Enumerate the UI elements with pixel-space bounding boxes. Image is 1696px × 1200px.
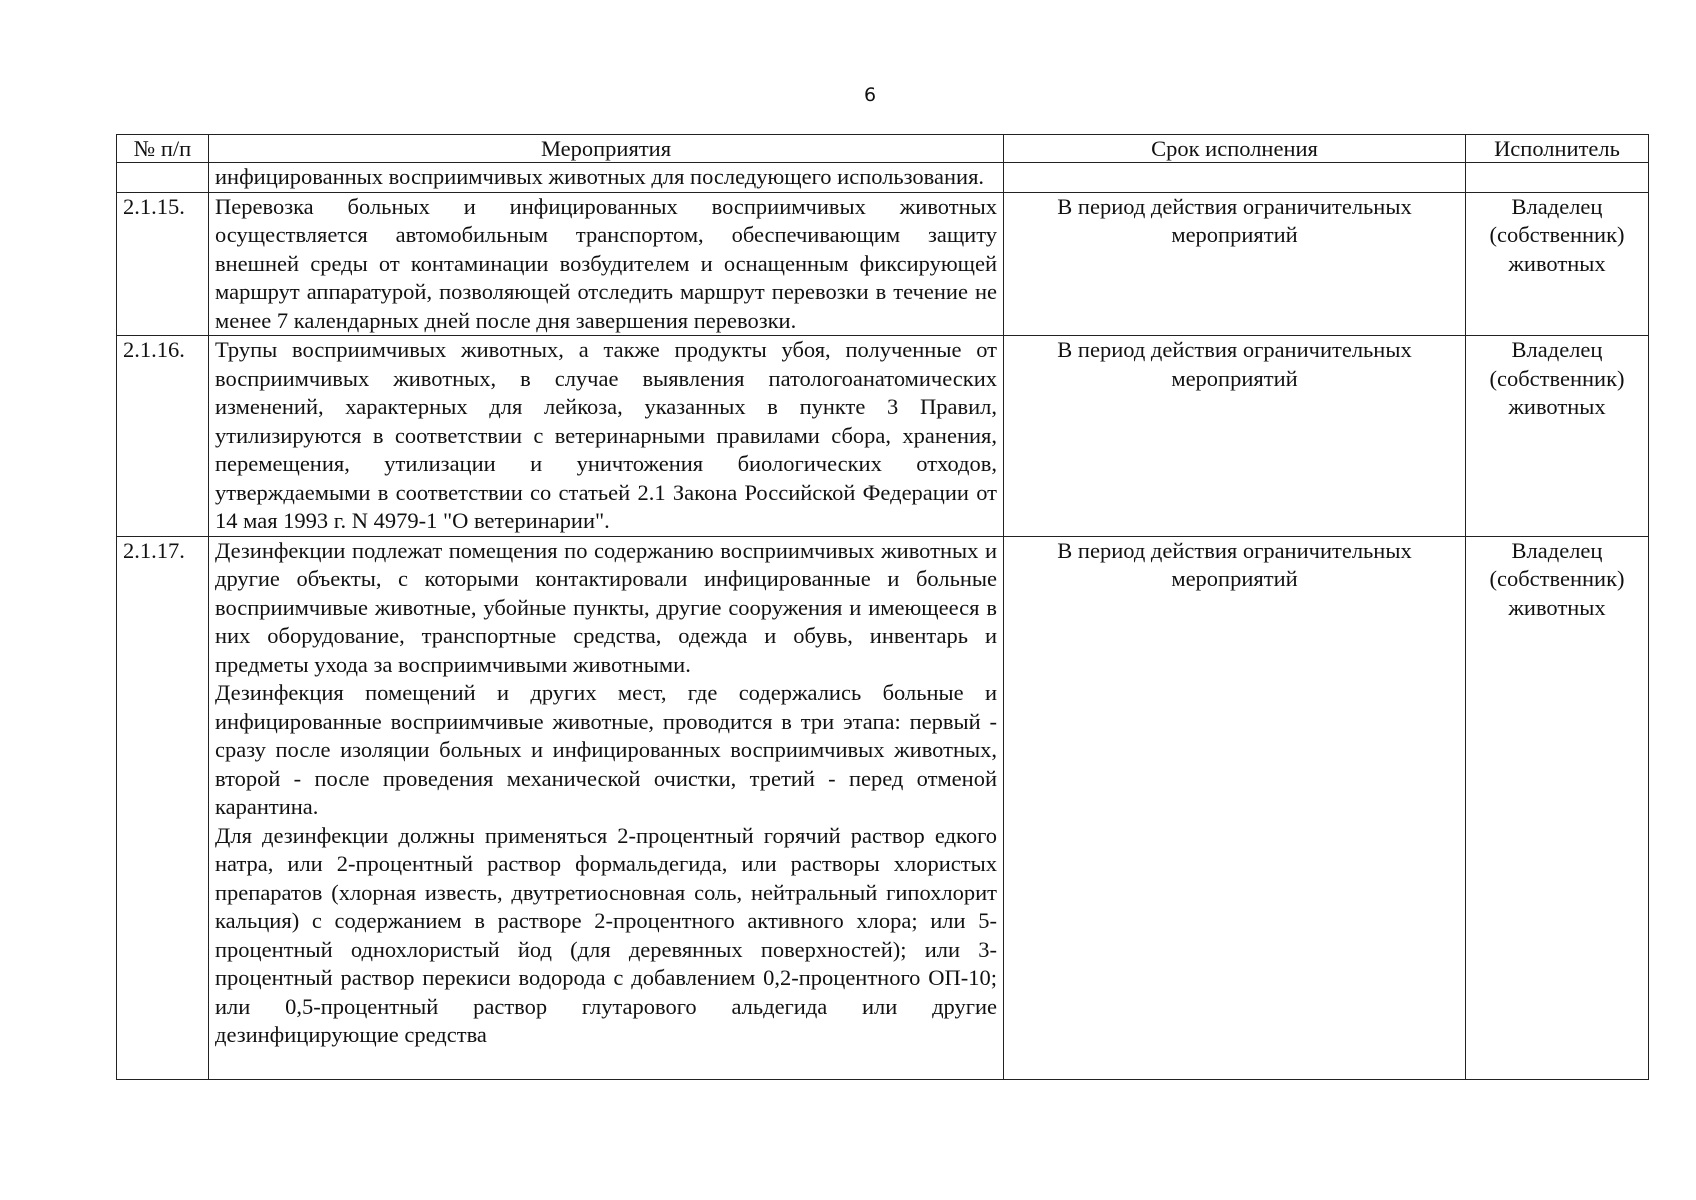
row-term: В период действия ограничительных мероприятий (1004, 536, 1466, 1079)
header-activities: Мероприятия (209, 135, 1004, 163)
table-row (117, 336, 1649, 537)
measures-table (116, 134, 1649, 1080)
header-term: Срок исполнения (1004, 135, 1466, 163)
row-executor: Владелец (собственник) животных (1466, 192, 1649, 336)
header-executor: Исполнитель (1466, 135, 1649, 163)
row-term: В период действия ограничительных мероприятий (1004, 192, 1466, 336)
row-number: 2.1.17. (117, 536, 209, 1079)
row-number: 2.1.16. (117, 336, 209, 537)
activity-paragraph: Для дезинфекции должны применяться 2-процентный горячий раствор едкого натра, или 2-процентный раствор формальдегида, или растворы хлористых препаратов (хлорная известь, двутретиосновная соль, нейтральный гипохлорит кальция) с содержанием в растворе 2-процентного активного хлора; или 5-процентный однохлористый йод (для деревянных поверхностей); или 3-процентный раствор перекиси водорода с добавлением 0,2-процентного ОП-10; или 0,5-процентный раствор глутарового альдегида или другие дезинфицирующие средства (215, 822, 997, 1047)
activity-paragraph: Трупы восприимчивых животных, а также продукты убоя, полученные от восприимчивых животных, в случае выявления патологоанатомических изменений, характерных для лейкоза, указанных в пункте 3 Правил, утилизируются в соответствии с ветеринарными правилами сбора, хранения, перемещения, утилизации и уничтожения биологических отходов, утверждаемыми в соответствии со статьей 2.1 Закона Российской Федерации от 14 мая 1993 г. N 4979-1 "О ветеринарии". (215, 337, 997, 533)
row-term: В период действия ограничительных мероприятий (1004, 336, 1466, 537)
activity-paragraph: Перевозка больных и инфицированных восприимчивых животных осуществляется автомобильным транспортом, обеспечивающим защиту внешней среды от контаминации возбудителем и оснащенным фиксирующей маршрут аппаратурой, позволяющей отследить маршрут перевозки в течение не менее 7 календарных дней после дня завершения перевозки. (215, 193, 997, 333)
row-executor: Владелец (собственник) животных (1466, 536, 1649, 1079)
row-executor (1466, 163, 1649, 193)
table-row (117, 536, 1649, 1079)
activity-paragraph: Дезинфекция помещений и других мест, где содержались больные и инфицированные восприимчивые животные, проводится в три этапа: первый - сразу после изоляции больных и инфицированных восприимчивых животных, второй - после проведения механической очистки, третий - перед отменой карантина. (215, 680, 997, 819)
table-header-row (117, 135, 1649, 163)
header-number: № п/п (117, 135, 209, 163)
row-activity (209, 336, 1004, 537)
row-number: 2.1.15. (117, 192, 209, 336)
row-activity (209, 163, 1004, 193)
table-row (117, 163, 1649, 193)
row-number (117, 163, 209, 193)
row-activity (209, 192, 1004, 336)
row-activity (209, 536, 1004, 1079)
activity-paragraph: инфицированных восприимчивых животных для последующего использования. (215, 164, 985, 189)
page-number: 6 (863, 84, 877, 106)
row-executor: Владелец (собственник) животных (1466, 336, 1649, 537)
table-row (117, 192, 1649, 336)
row-term (1004, 163, 1466, 193)
activity-paragraph: Дезинфекции подлежат помещения по содержанию восприимчивых животных и другие объекты, с которыми контактировали инфицированные и больные восприимчивые животные, убойные пункты, другие сооружения и имеющееся в них оборудование, транспортные средства, одежда и обувь, инвентарь и предметы ухода за восприимчивыми животными. (215, 537, 997, 677)
